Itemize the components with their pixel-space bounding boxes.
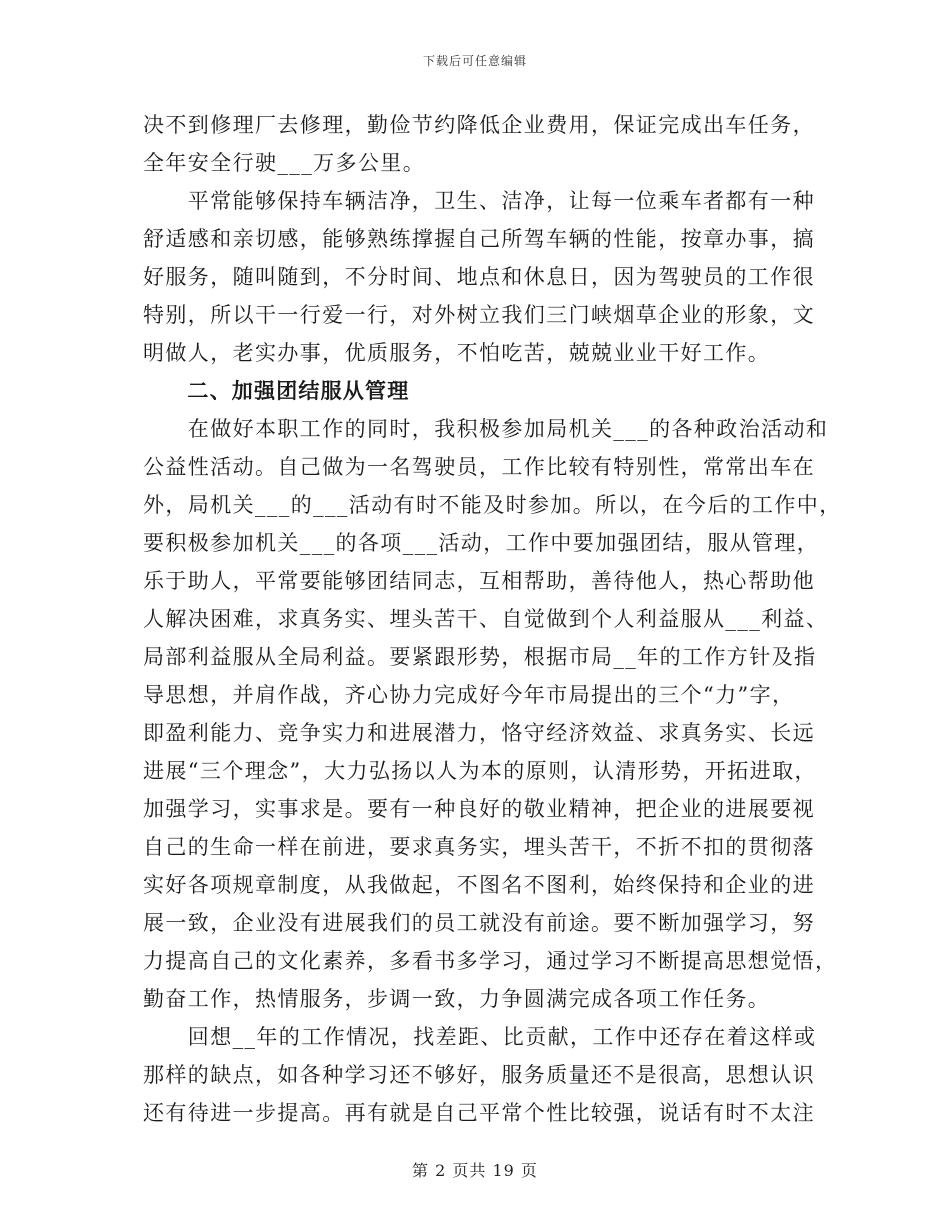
text-line: 自己的生命一样在前进，要求真务实，埋头苦干，不折不扣的贯彻落 [143, 835, 815, 859]
text-line: 实好各项规章制度，从我做起，不图名不图利，始终保持和企业的进 [143, 873, 815, 897]
text-line: 要积极参加机关___的各项___活动，工作中要加强团结，服从管理， [143, 531, 820, 555]
text-line: 平常能够保持车辆洁净，卫生、洁净，让每一位乘车者都有一种 [143, 189, 815, 213]
text-line: 公益性活动。自己做为一名驾驶员，工作比较有特别性，常常出车在 [143, 455, 815, 479]
page-header: 下载后可任意编辑 [422, 54, 527, 68]
text-line: 勤奋工作，热情服务，步调一致，力争圆满完成各项工作任务。 [143, 987, 771, 1011]
text-line: 明做人，老实办事，优质服务，不怕吃苦，兢兢业业干好工作。 [143, 341, 771, 365]
text-line: 在做好本职工作的同时，我积极参加局机关___的各种政治活动和 [143, 417, 829, 441]
text-line: 还有待进一步提高。再有就是自己平常个性比较强，说话有时不太注 [143, 1101, 815, 1125]
text-line: 进展“三个理念”，大力弘扬以人为本的原则，认清形势，开拓进取， [143, 759, 817, 783]
text-line: 舒适感和亲切感，能够熟练撑握自己所驾车辆的性能，按章办事，搞 [143, 227, 815, 251]
text-line: 回想__年的工作情况，找差距、比贡献，工作中还存在着这样或 [143, 1025, 817, 1049]
text-line: 导思想，并肩作战，齐心协力完成好今年市局提出的三个“力”字， [143, 683, 795, 707]
text-line: 加强学习，实事求是。要有一种良好的敬业精神，把企业的进展要视 [143, 797, 815, 821]
text-line: 人解决困难，求真务实、埋头苦干、自觉做到个人利益服从___利益、 [143, 607, 829, 631]
text-line: 展一致，企业没有进展我们的员工就没有前途。要不断加强学习，努 [143, 911, 815, 935]
text-line: 局部利益服从全局利益。要紧跟形势，根据市局__年的工作方针及指 [143, 645, 817, 669]
text-line: 决不到修理厂去修理，勤俭节约降低企业费用，保证完成出车任务， [143, 113, 815, 137]
text-line: 好服务，随叫随到，不分时间、地点和休息日，因为驾驶员的工作很 [143, 265, 815, 289]
text-line: 乐于助人，平常要能够团结同志，互相帮助，善待他人，热心帮助他 [143, 569, 815, 593]
page-number: 第 2 页共 19 页 [412, 1161, 538, 1180]
section-heading: 二、加强团结服从管理 [143, 379, 410, 403]
document-body [143, 106, 842, 1132]
text-line: 力提高自己的文化素养，多看书多学习，通过学习不断提高思想觉悟， [143, 949, 838, 973]
text-line: 外，局机关___的___活动有时不能及时参加。所以，在今后的工作中， [143, 493, 842, 517]
text-line: 特别，所以干一行爱一行，对外树立我们三门峡烟草企业的形象，文 [143, 303, 815, 327]
text-line: 那样的缺点，如各种学习还不够好，服务质量还不是很高，思想认识 [143, 1063, 815, 1087]
text-line: 全年安全行驶___万多公里。 [143, 151, 426, 175]
text-line: 即盈利能力、竞争实力和进展潜力，恪守经济效益、求真务实、长远 [143, 721, 815, 745]
